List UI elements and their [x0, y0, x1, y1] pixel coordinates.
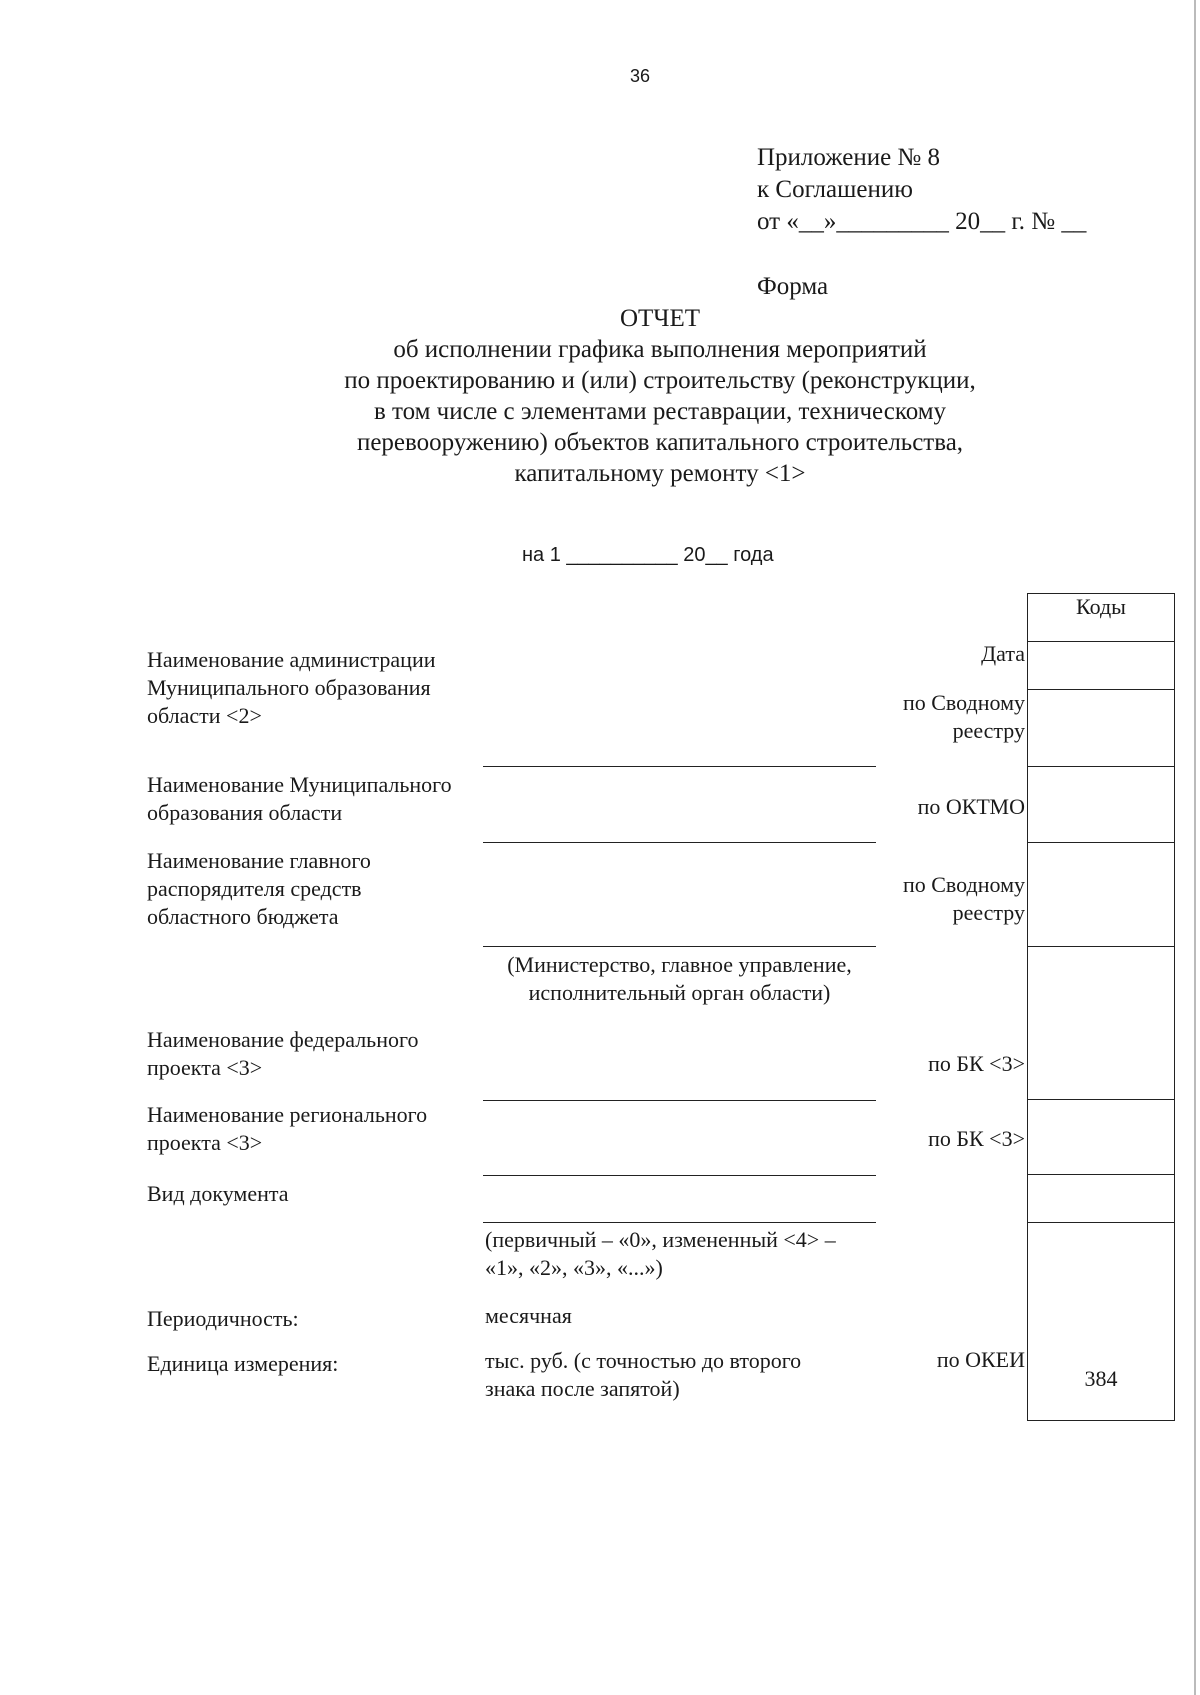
caption-line: (Министерство, главное управление, — [507, 952, 852, 977]
doc-type-caption — [485, 1226, 836, 1282]
field-label-line: образования области — [147, 800, 343, 825]
code-label-line: по Сводному — [902, 690, 1025, 715]
field-label-line: Наименование Муниципального — [147, 772, 452, 797]
field-unit-label: Единица измерения: — [147, 1351, 339, 1376]
appendix-block — [757, 142, 1086, 238]
doc-type-input-line[interactable] — [483, 1222, 876, 1223]
field-label-line: проекта <3> — [147, 1130, 263, 1155]
code-label-bk-regional: по БК <3> — [928, 1126, 1025, 1151]
report-subtitle-line: по проектированию и (или) строительству (реконструкции, — [344, 367, 976, 394]
appendix-agreement: к Соглашению — [757, 176, 913, 203]
caption-line: (первичный – «0», измененный <4> – — [485, 1227, 836, 1252]
appendix-title: Приложение № 8 — [757, 144, 941, 171]
report-subtitle-line: об исполнении графика выполнения мероприятий — [393, 336, 927, 363]
page-number: 36 — [629, 66, 651, 86]
report-subtitle-line: в том числе с элементами реставрации, техническому — [373, 398, 947, 425]
admin-name-input-line[interactable] — [483, 766, 876, 767]
codes-divider — [1028, 766, 1174, 767]
code-label-summary-registry — [820, 689, 1025, 745]
unit-value-line: тыс. руб. (с точностью до второго — [485, 1348, 802, 1373]
codes-header: Коды — [1076, 594, 1126, 619]
codes-divider — [1028, 1099, 1174, 1100]
field-label-line: Муниципального образования — [147, 675, 431, 700]
field-label-line: областного бюджета — [147, 904, 339, 929]
code-label-okei: по ОКЕИ — [936, 1347, 1025, 1372]
field-periodicity-value: месячная — [485, 1303, 572, 1328]
code-label-summary-registry-2 — [820, 871, 1025, 927]
field-label-line: Наименование федерального — [147, 1027, 419, 1052]
field-label-line: Наименование регионального — [147, 1102, 428, 1127]
okei-code-value: 384 — [1084, 1366, 1118, 1391]
codes-divider — [1028, 946, 1174, 947]
federal-project-input-line[interactable] — [483, 1100, 876, 1101]
field-periodicity-label: Периодичность: — [147, 1306, 299, 1331]
appendix-date-number: от «__»_________ 20__ г. № __ — [757, 208, 1087, 235]
field-regional-project-label — [147, 1101, 427, 1157]
regional-project-input-line[interactable] — [483, 1175, 876, 1176]
code-label-date: Дата — [981, 641, 1025, 666]
codes-divider — [1028, 689, 1174, 690]
field-admin-name-label — [147, 646, 436, 730]
field-municipality-label — [147, 771, 452, 827]
main-manager-input-line[interactable] — [483, 946, 876, 947]
code-label-line: реестру — [952, 900, 1025, 925]
scan-edge — [1194, 0, 1196, 1695]
code-label-oktmo: по ОКТМО — [917, 794, 1025, 819]
report-title — [250, 303, 1070, 489]
municipality-input-line[interactable] — [483, 842, 876, 843]
field-main-manager-label — [147, 847, 371, 931]
codes-divider — [1028, 641, 1174, 642]
codes-divider — [1028, 1174, 1174, 1175]
field-label-line: распорядителя средств — [147, 876, 362, 901]
report-heading: ОТЧЕТ — [619, 305, 701, 332]
field-label-line: Наименование администрации — [147, 647, 436, 672]
field-label-line: области <2> — [147, 703, 262, 728]
report-subtitle-line: перевооружению) объектов капитального строительства, — [356, 429, 964, 456]
codes-divider — [1028, 1222, 1174, 1223]
field-doc-type-label: Вид документа — [147, 1181, 289, 1206]
unit-value-line: знака после запятой) — [485, 1376, 680, 1401]
field-unit-value — [485, 1347, 801, 1403]
report-subtitle-line: капитальному ремонту <1> — [514, 460, 806, 487]
code-label-line: по Сводному — [902, 872, 1025, 897]
codes-table — [1027, 593, 1175, 1421]
field-federal-project-label — [147, 1026, 418, 1082]
code-label-line: реестру — [952, 718, 1025, 743]
caption-line: «1», «2», «3», «...») — [485, 1255, 663, 1280]
report-date-line: на 1 __________ 20__ года — [522, 544, 774, 566]
codes-divider — [1028, 842, 1174, 843]
form-label: Форма — [757, 273, 829, 300]
field-label-line: Наименование главного — [147, 848, 371, 873]
field-label-line: проекта <3> — [147, 1055, 263, 1080]
code-label-bk-federal: по БК <3> — [928, 1051, 1025, 1076]
caption-line: исполнительный орган области) — [528, 980, 831, 1005]
ministry-caption — [483, 951, 876, 1007]
